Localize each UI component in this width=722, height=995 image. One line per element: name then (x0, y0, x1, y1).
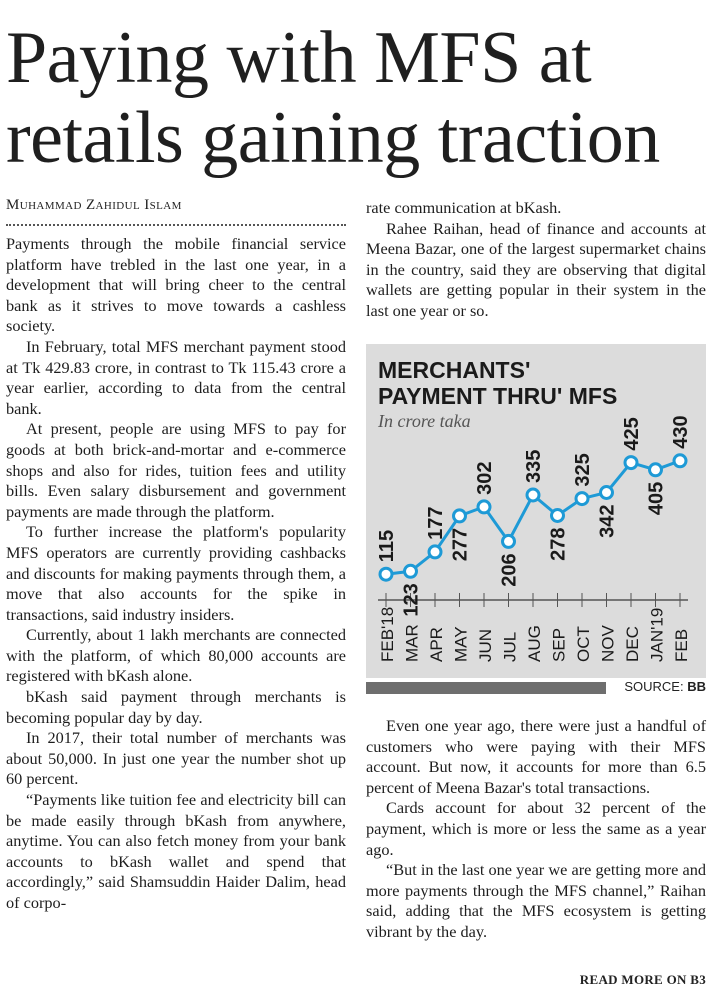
source-bar (366, 682, 606, 694)
data-point (576, 493, 588, 505)
x-tick-label: SEP (549, 627, 569, 662)
paragraph: “But in the last one year we are getting more and more payments through the MFS channel,” Raihan said, adding that the MFS ecosystem is getting vibrant by the day. (366, 860, 706, 941)
data-label: 206 (498, 553, 521, 587)
data-point (429, 546, 441, 558)
x-tick-label: JUN (476, 628, 495, 662)
data-point (380, 568, 392, 580)
x-tick-label: FEB (672, 628, 691, 662)
paragraph: At present, people are using MFS to pay for goods at both brick-and-mortar and e-commerce shops and also for rides, tuition fees and utility bills. Even salary disbursement and government payments are made through the platform. (6, 419, 346, 521)
chart-title-line1: MERCHANTS' (378, 357, 531, 383)
headline: Paying with MFS at retails gaining traction (6, 17, 660, 179)
data-point (552, 510, 564, 522)
data-label: 302 (474, 461, 496, 495)
chart (366, 344, 706, 694)
data-point (454, 510, 466, 522)
paragraph: Rahee Raihan, head of finance and accounts at Meena Bazar, one of the largest supermarket chains in the country, said they are observing that digital wallets are getting popular in their system in the last one year or so. (366, 218, 706, 320)
right-column-top (366, 198, 706, 322)
data-point (674, 455, 686, 467)
right-column-bottom (366, 716, 706, 943)
data-label: 405 (645, 481, 668, 516)
paragraph: Even one year ago, there were just a handful of customers who were paying with their MFS account. But now, it accounts for more than 6.5 percent of Meena Bazar's total transactions. (366, 716, 706, 797)
source-label: SOURCE: (624, 679, 684, 694)
source-value: BB (687, 679, 706, 694)
data-label: 177 (425, 506, 447, 540)
paragraph: In February, total MFS merchant payment stood at Tk 429.83 crore, in contrast to Tk 115.43 crore a year earlier, according to data from the central bank. (6, 336, 346, 418)
byline: Muhammad Zahidul Islam (6, 197, 182, 213)
source-note (624, 679, 706, 694)
data-point (625, 457, 637, 469)
x-tick-label: MAR (402, 624, 422, 662)
data-label: 430 (670, 415, 692, 449)
data-label: 335 (523, 449, 545, 483)
x-tick-label: JAN'19 (647, 607, 667, 662)
data-point (478, 501, 490, 513)
data-point (503, 535, 515, 547)
data-label: 277 (449, 527, 472, 562)
data-point (650, 464, 662, 476)
x-tick-label: APR (427, 627, 446, 662)
byline-divider (6, 224, 346, 226)
data-label: 123 (400, 583, 423, 617)
x-tick-label: JUL (500, 631, 520, 662)
x-tick-label: AUG (525, 625, 544, 662)
data-label: 115 (376, 529, 398, 563)
chart-title-line2: PAYMENT THRU' MFS (378, 383, 618, 409)
paragraph: Currently, about 1 lakh merchants are connected with the platform, of which 80,000 accounts are registered with bKash alone. (6, 625, 346, 686)
data-label: 278 (547, 527, 570, 561)
data-label: 325 (572, 453, 594, 487)
left-column (6, 234, 346, 914)
x-tick-label: MAY (451, 626, 471, 662)
x-tick-label: NOV (598, 625, 618, 662)
data-label: 425 (621, 417, 643, 451)
paragraph: Cards account for about 32 percent of the payment, which is more or less the same as a year ago. (366, 798, 706, 859)
paragraph: “Payments like tuition fee and electricity bill can be made easily through bKash from anywhere, anytime. You can also fetch money from your bank accounts to bKash wallet and spend that accordingly,” said Shamsuddin Haider Dalim, head of corpo- (6, 790, 346, 912)
data-label: 342 (596, 504, 619, 538)
paragraph: bKash said payment through merchants is becoming popular day by day. (6, 687, 346, 727)
x-tick-label: OCT (574, 626, 593, 662)
paragraph: In 2017, their total number of merchants was about 50,000. In just one year the number shot up 60 percent. (6, 728, 346, 789)
x-tick-label: FEB'18 (378, 606, 397, 662)
data-point (601, 487, 613, 499)
chart-subtitle: In crore taka (378, 411, 471, 431)
chart-canvas (366, 344, 706, 684)
paragraph: To further increase the platform's popularity MFS operators are currently providing cashbacks and discounts for making payments through them, a move that also accounts for the spike in transactions, said industry insiders. (6, 522, 346, 624)
paragraph: rate communication at bKash. (366, 198, 562, 217)
read-more-link[interactable]: READ MORE ON B3 (579, 972, 706, 987)
paragraph: Payments through the mobile financial service platform have trebled in the last one year, in a development that will bring cheer to the central bank as it strives to move towards a cashless society. (6, 234, 346, 336)
data-point (527, 489, 539, 501)
data-point (405, 565, 417, 577)
x-tick-label: DEC (623, 626, 642, 662)
